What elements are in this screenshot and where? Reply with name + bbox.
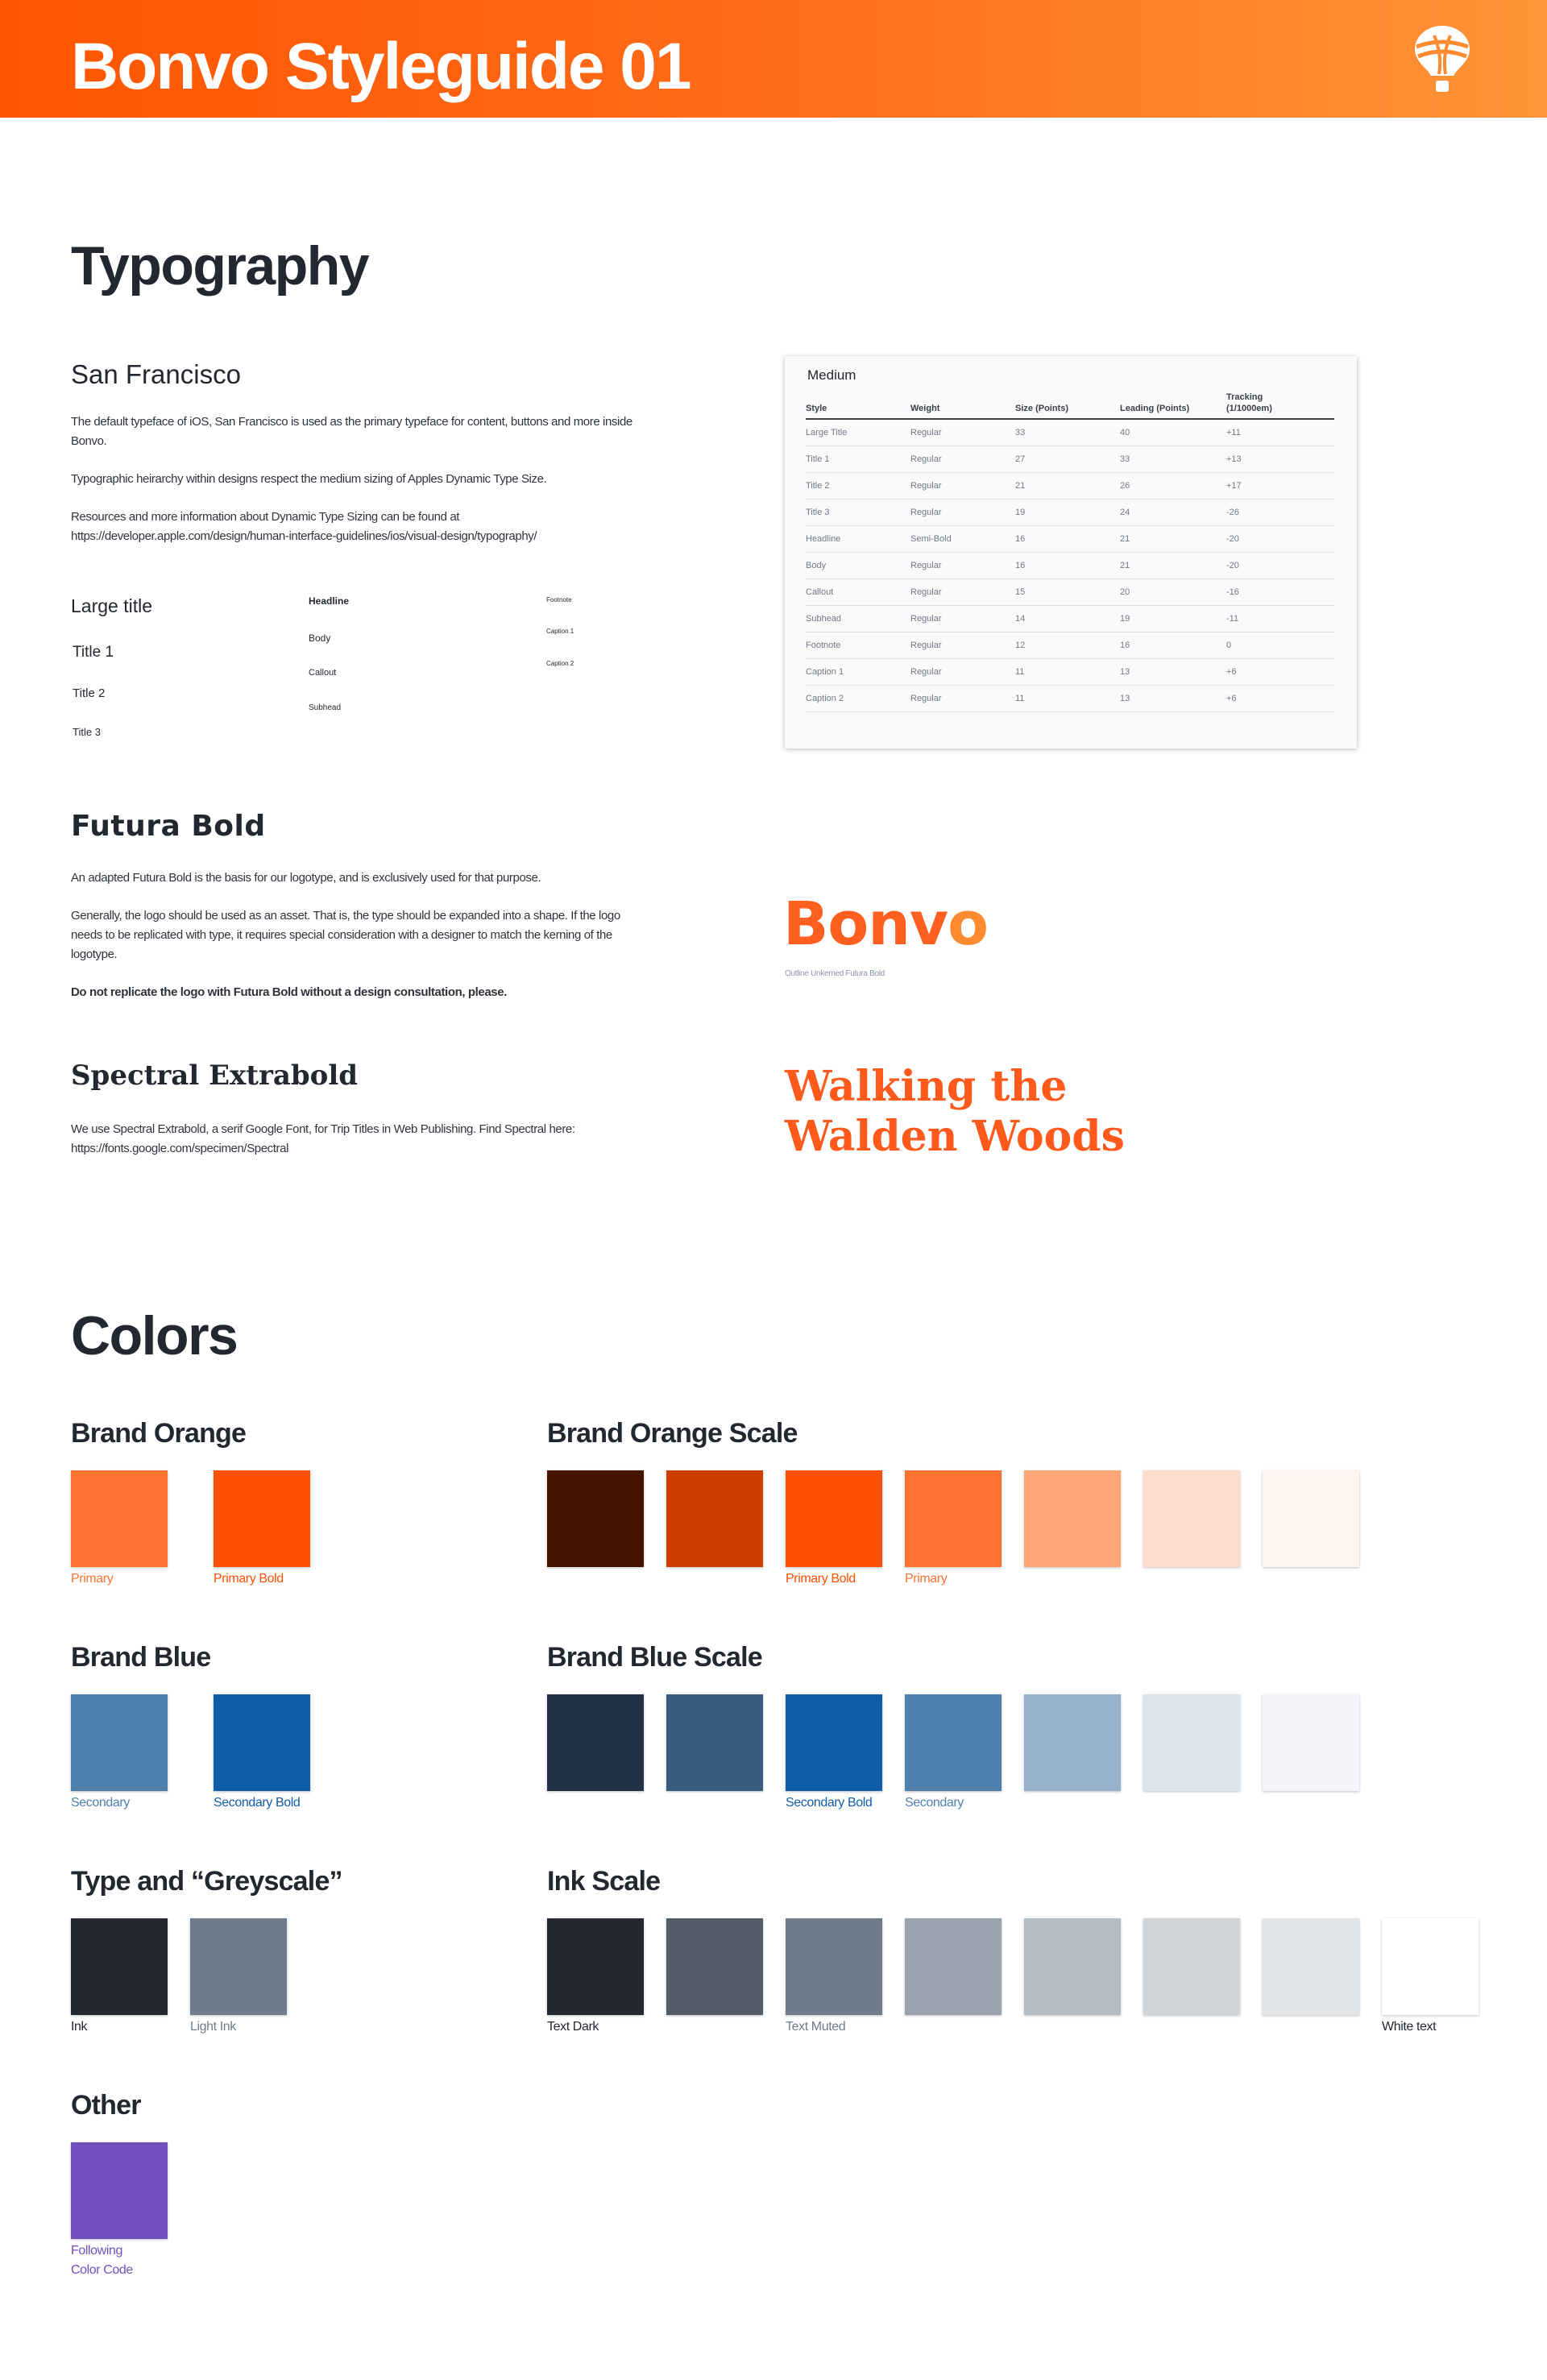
table-cell: Regular xyxy=(910,685,1015,711)
table-cell: 13 xyxy=(1120,658,1226,685)
ink-scale-swatch xyxy=(547,1918,644,2015)
table-row xyxy=(806,552,1334,578)
table-cell: +11 xyxy=(1226,419,1334,446)
table-cell: Callout xyxy=(806,578,910,605)
header-banner xyxy=(0,0,1547,118)
table-cell: +13 xyxy=(1226,446,1334,472)
table-cell: 19 xyxy=(1015,499,1120,525)
brand-blue-swatch-label: Secondary xyxy=(71,1796,130,1810)
spectral-paragraph: We use Spectral Extrabold, a serif Google Font, for Trip Titles in Web Publishing. Find Spectral here: https://fonts.google.com/specimen/Spectral xyxy=(71,1122,575,1155)
greyscale-swatch xyxy=(190,1918,287,2015)
balloon-logo-icon xyxy=(1412,23,1473,100)
sf-description xyxy=(71,413,635,565)
table-cell: Semi-Bold xyxy=(910,525,1015,552)
sample-large-title: Large title xyxy=(71,595,153,616)
table-header-cell: Tracking (1/1000em) xyxy=(1226,392,1334,419)
ink-scale-swatch xyxy=(786,1918,882,2015)
futura-warning: Do not replicate the logo with Futura Bold without a design consultation, please. xyxy=(71,985,507,999)
table-cell: 11 xyxy=(1015,658,1120,685)
table-cell: +6 xyxy=(1226,658,1334,685)
table-cell: Footnote xyxy=(806,632,910,658)
brand-blue-scale-title: Brand Blue Scale xyxy=(547,1642,762,1673)
table-row xyxy=(806,446,1334,472)
ink-scale-swatch-label: Text Muted xyxy=(786,2020,846,2034)
table-cell: Regular xyxy=(910,578,1015,605)
ink-scale-swatch-label: White text xyxy=(1382,2020,1437,2034)
table-cell: Caption 2 xyxy=(806,685,910,711)
brand-orange-scale-swatch xyxy=(1263,1470,1359,1567)
brand-blue-swatch xyxy=(214,1694,310,1791)
typography-heading: Typography xyxy=(71,235,369,296)
table-cell: Title 1 xyxy=(806,446,910,472)
brand-orange-scale-swatch xyxy=(905,1470,1002,1567)
brand-blue-swatch xyxy=(71,1694,168,1791)
brand-blue-scale-swatch xyxy=(786,1694,882,1791)
table-cell: 13 xyxy=(1120,685,1226,711)
brand-blue-title: Brand Blue xyxy=(71,1642,211,1673)
table-row xyxy=(806,578,1334,605)
brand-orange-scale-swatch xyxy=(786,1470,882,1567)
table-cell: Regular xyxy=(910,658,1015,685)
table-cell: 15 xyxy=(1015,578,1120,605)
spectral-sample-line: Walking the xyxy=(785,1062,1068,1111)
brand-orange-scale-swatch xyxy=(547,1470,644,1567)
table-row xyxy=(806,419,1334,446)
table-cell: 40 xyxy=(1120,419,1226,446)
table-cell: Regular xyxy=(910,419,1015,446)
table-cell: +6 xyxy=(1226,685,1334,711)
ink-scale-swatch xyxy=(1024,1918,1121,2015)
sample-callout: Callout xyxy=(309,668,337,678)
ink-scale-swatch xyxy=(1143,1918,1240,2015)
table-header-row xyxy=(806,392,1334,419)
table-cell: 16 xyxy=(1120,632,1226,658)
sf-title: San Francisco xyxy=(71,359,241,389)
table-cell: Title 2 xyxy=(806,472,910,499)
table-cell: 21 xyxy=(1120,525,1226,552)
sf-paragraph: The default typeface of iOS, San Francisco is used as the primary typeface for content, buttons and more inside Bonvo. xyxy=(71,415,632,448)
colors-heading: Colors xyxy=(71,1305,238,1366)
sample-headline: Headline xyxy=(309,595,350,607)
table-row xyxy=(806,632,1334,658)
table-row xyxy=(806,525,1334,552)
spectral-title: Spectral Extrabold xyxy=(71,1059,359,1092)
table-cell: -16 xyxy=(1226,578,1334,605)
table-cell: +17 xyxy=(1226,472,1334,499)
table-cell: 24 xyxy=(1120,499,1226,525)
table-cell: Regular xyxy=(910,632,1015,658)
brand-blue-scale-swatch xyxy=(547,1694,644,1791)
table-cell: 33 xyxy=(1120,446,1226,472)
table-cell: 14 xyxy=(1015,605,1120,632)
brand-blue-scale-swatch xyxy=(1263,1694,1359,1791)
table-cell: 21 xyxy=(1015,472,1120,499)
sample-subhead: Subhead xyxy=(309,703,342,712)
table-cell: Headline xyxy=(806,525,910,552)
spectral-sample xyxy=(785,1062,1236,1162)
table-cell: Large Title xyxy=(806,419,910,446)
brand-orange-scale-swatch xyxy=(666,1470,763,1567)
table-cell: Body xyxy=(806,552,910,578)
brand-orange-scale-title: Brand Orange Scale xyxy=(547,1418,798,1449)
other-swatch-label: Following Color Code xyxy=(71,2244,133,2277)
futura-paragraph: An adapted Futura Bold is the basis for our logotype, and is exclusively used for that purpose. xyxy=(71,871,541,885)
sample-footnote: Footnote xyxy=(546,596,572,603)
table-cell: 21 xyxy=(1120,552,1226,578)
futura-title: Futura Bold xyxy=(71,810,266,843)
table-row xyxy=(806,472,1334,499)
sample-caption-2: Caption 2 xyxy=(546,660,574,667)
table-cell: Regular xyxy=(910,552,1015,578)
table-cell: Caption 1 xyxy=(806,658,910,685)
brand-blue-scale-swatch-label: Secondary Bold xyxy=(786,1796,873,1810)
brand-blue-scale-swatch xyxy=(905,1694,1002,1791)
ink-scale-title: Ink Scale xyxy=(547,1866,661,1897)
brand-orange-swatch xyxy=(214,1470,310,1567)
ink-scale-swatch xyxy=(1263,1918,1359,2015)
brand-blue-scale-swatch xyxy=(1024,1694,1121,1791)
brand-blue-swatch-label: Secondary Bold xyxy=(214,1796,301,1810)
table-cell: 16 xyxy=(1015,552,1120,578)
table-cell: 0 xyxy=(1226,632,1334,658)
brand-blue-scale-swatch xyxy=(666,1694,763,1791)
table-cell: Regular xyxy=(910,605,1015,632)
table-row xyxy=(806,685,1334,711)
page-title: Bonvo Styleguide 01 xyxy=(71,30,691,103)
table-cell: -20 xyxy=(1226,525,1334,552)
table-row xyxy=(806,658,1334,685)
table-row xyxy=(806,499,1334,525)
table-cell: 26 xyxy=(1120,472,1226,499)
ink-scale-swatch xyxy=(905,1918,1002,2015)
brand-orange-scale-swatch xyxy=(1024,1470,1121,1567)
sf-paragraph: Resources and more information about Dynamic Type Sizing can be found at https://developer.apple.com/design/human-interface-guidelines/ios/visual-design/typography/ xyxy=(71,510,537,543)
brand-orange-swatch-label: Primary xyxy=(71,1572,114,1586)
logo-text-tail: o xyxy=(948,889,989,959)
sample-body: Body xyxy=(309,632,331,644)
type-scale-card xyxy=(785,356,1357,748)
table-cell: Title 3 xyxy=(806,499,910,525)
brand-orange-scale-swatch-label: Primary xyxy=(905,1572,948,1586)
futura-paragraph: Generally, the logo should be used as an asset. That is, the type should be expanded into a shape. If the logo needs to be replicated with type, it requires special consideration with a designer to match the kerning of the logotype. xyxy=(71,909,620,961)
type-scale-title: Medium xyxy=(807,367,856,383)
other-title: Other xyxy=(71,2090,141,2121)
spectral-sample-line: Walden Woods xyxy=(785,1112,1125,1161)
greyscale-swatch-label: Ink xyxy=(71,2020,88,2034)
greyscale-swatch xyxy=(71,1918,168,2015)
table-cell: 33 xyxy=(1015,419,1120,446)
brand-blue-scale-swatch xyxy=(1143,1694,1240,1791)
spectral-description xyxy=(71,1120,635,1177)
futura-description xyxy=(71,869,635,1021)
bonvo-logo xyxy=(783,889,989,959)
greyscale-title: Type and “Greyscale” xyxy=(71,1866,342,1897)
logo-text: Bonv xyxy=(783,889,948,959)
table-cell: Regular xyxy=(910,446,1015,472)
table-cell: 16 xyxy=(1015,525,1120,552)
greyscale-swatch-label: Light Ink xyxy=(190,2020,236,2034)
ink-scale-swatch-label: Text Dark xyxy=(547,2020,599,2034)
table-cell: 19 xyxy=(1120,605,1226,632)
table-header-cell: Size (Points) xyxy=(1015,392,1120,419)
table-header-cell: Leading (Points) xyxy=(1120,392,1226,419)
sample-title-1: Title 1 xyxy=(73,644,114,661)
table-body xyxy=(806,419,1334,711)
logo-caption: Outline Unkerned Futura Bold xyxy=(785,969,885,978)
brand-orange-scale-swatch xyxy=(1143,1470,1240,1567)
table-cell: -26 xyxy=(1226,499,1334,525)
brand-orange-swatch xyxy=(71,1470,168,1567)
sample-caption-1: Caption 1 xyxy=(546,628,574,635)
table-cell: -20 xyxy=(1226,552,1334,578)
type-scale-table xyxy=(806,392,1334,712)
brand-orange-title: Brand Orange xyxy=(71,1418,247,1449)
table-cell: 12 xyxy=(1015,632,1120,658)
table-cell: 20 xyxy=(1120,578,1226,605)
table-cell: Regular xyxy=(910,472,1015,499)
sample-title-2: Title 2 xyxy=(73,686,106,700)
sample-title-3: Title 3 xyxy=(73,726,101,738)
table-row xyxy=(806,605,1334,632)
table-cell: Subhead xyxy=(806,605,910,632)
brand-orange-swatch-label: Primary Bold xyxy=(214,1572,284,1586)
ink-scale-swatch xyxy=(1382,1918,1479,2015)
table-header-cell: Weight xyxy=(910,392,1015,419)
sf-paragraph: Typographic heirarchy within designs respect the medium sizing of Apples Dynamic Type Size. xyxy=(71,472,547,486)
brand-blue-scale-swatch-label: Secondary xyxy=(905,1796,964,1810)
table-cell: -11 xyxy=(1226,605,1334,632)
table-cell: Regular xyxy=(910,499,1015,525)
table-cell: 11 xyxy=(1015,685,1120,711)
ink-scale-swatch xyxy=(666,1918,763,2015)
table-header-cell: Style xyxy=(806,392,910,419)
brand-orange-scale-swatch-label: Primary Bold xyxy=(786,1572,856,1586)
other-swatch xyxy=(71,2142,168,2239)
table-cell: 27 xyxy=(1015,446,1120,472)
